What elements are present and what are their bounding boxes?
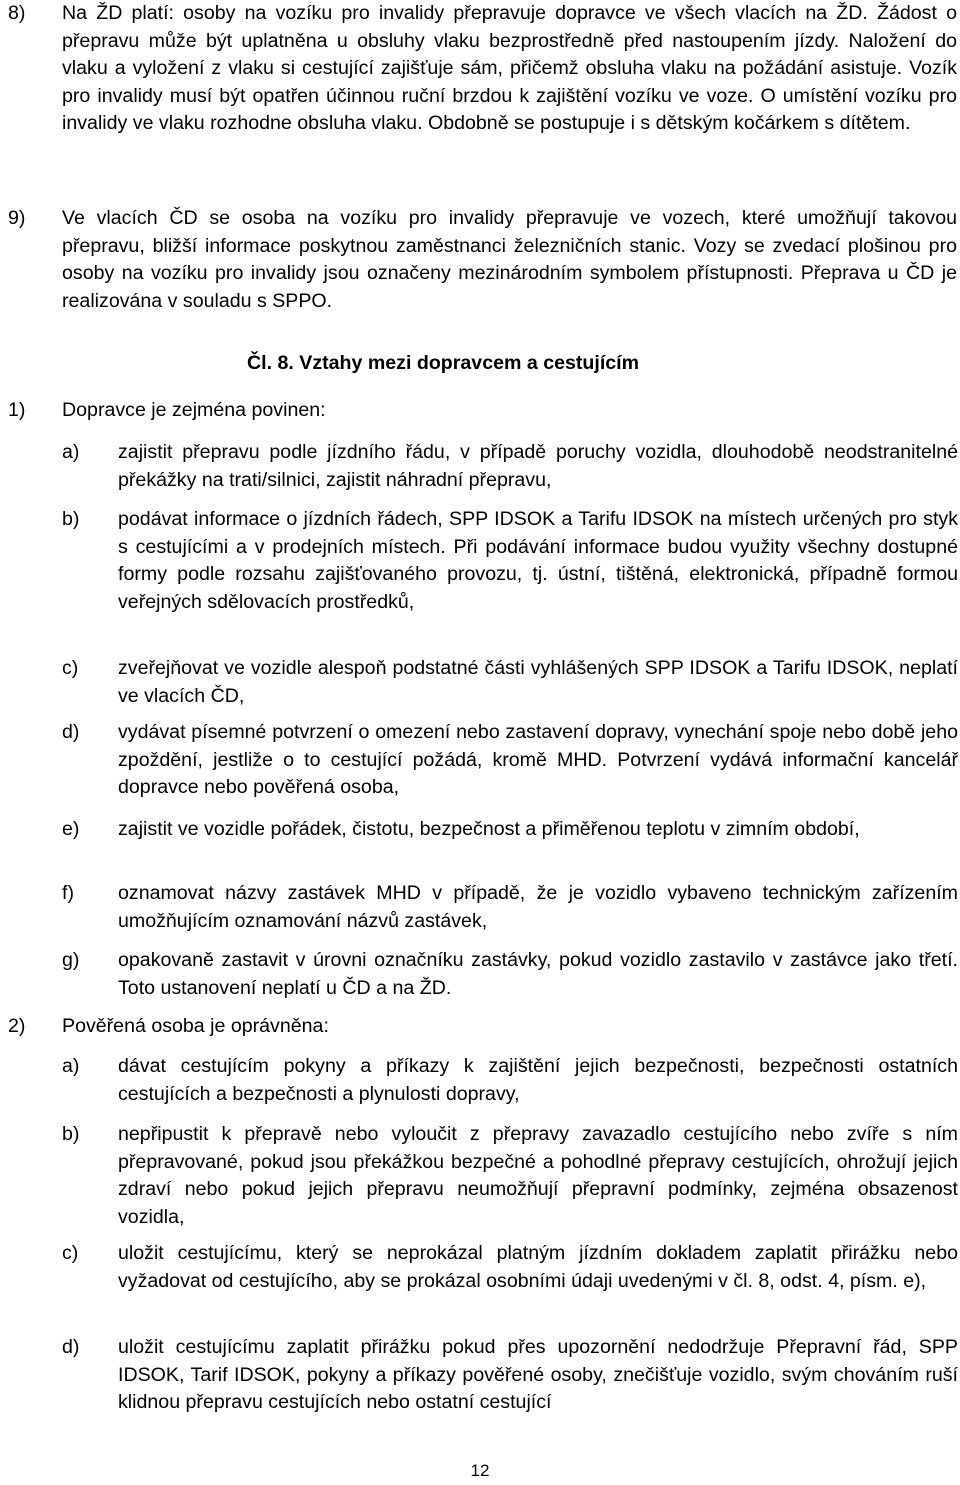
item-text: dávat cestujícím pokyny a příkazy k zajištění jejich bezpečnosti, bezpečnosti ostatních cestujících a bezpečnosti a plynulosti dopravy, xyxy=(118,1055,958,1105)
item-text: uložit cestujícímu, který se neprokázal platným jízdním dokladem zaplatit přirážku nebo vyžadovat od cestujícího, aby se prokázal osobními údaji uvedenými v čl. 8, odst. 4, písm. e), xyxy=(118,1242,958,1292)
item-text: uložit cestujícímu zaplatit přirážku pokud přes upozornění nedodržuje Přepravní řád, SPP IDSOK, Tarif IDSOK, pokyny a příkazy pověřené osoby, znečišťuje vozidlo, svým chováním ruší klidnou přepravu cestujících nebo ostatní cestující xyxy=(118,1336,958,1413)
item-letter: b) xyxy=(62,508,80,530)
page-number: 12 xyxy=(470,1461,490,1480)
item-text: nepřipustit k přepravě nebo vyloučit z přepravy zavazadlo cestujícího nebo zvíře s ním přepravované, pokud jsou překážkou bezpečné a pohodlné přepravy cestujících, ohrožují jejich zdraví nebo pokud jejich přepravu neumožňují přepravní podmínky, zejména obsazenost vozidla, xyxy=(118,1123,958,1228)
item-text: Ve vlacích ČD se osoba na vozíku pro invalidy přepravuje ve vozech, které umožňují takovou přepravu, bližší informace poskytnou zaměstnanci železničních stanic. Vozy se zvedací plošinou pro osoby na vozíku pro invalidy jsou označeny mezinárodním symbolem přístupnosti. Přeprava u ČD je realizována v souladu s SPPO. xyxy=(62,207,957,312)
item-letter: b) xyxy=(62,1123,80,1145)
item-letter: d) xyxy=(62,721,80,743)
item-text: oznamovat názvy zastávek MHD v případě, že je vozidlo vybaveno technickým zařízením umožňujícím oznamování názvů zastávek, xyxy=(118,882,958,932)
item-letter: f) xyxy=(62,882,74,904)
section-title: Pověřená osoba je oprávněna: xyxy=(62,1015,329,1037)
list-item-8 xyxy=(0,0,960,192)
item-text: Na ŽD platí: osoby na vozíku pro invalidy přepravuje dopravce ve všech vlacích na ŽD. Žádost o přepravu může být uplatněna u obsluhy vlaku bezprostředně před nastoupením jízdy. Naložení do vlaku a vyložení z vlaku si cestující zajišťuje sám, přičemž obsluha vlaku na požádání asistuje. Vozík pro invalidy musí být opatřen účinnou ruční brzdou k zajištění vozíku ve voze. O umístění vozíku pro invalidy ve vlaku rozhodne obsluha vlaku. Obdobně se postupuje i s dětským kočárkem s dítětem. xyxy=(62,2,957,134)
item-text: zveřejňovat ve vozidle alespoň podstatné části vyhlášených SPP IDSOK a Tarifu IDSOK, neplatí ve vlacích ČD, xyxy=(118,657,958,707)
article-heading: Čl. 8. Vztahy mezi dopravcem a cestujícím xyxy=(247,352,640,374)
item-letter: a) xyxy=(62,441,80,463)
item-letter: c) xyxy=(62,1242,79,1264)
section-number: 1) xyxy=(8,399,26,421)
section-title: Dopravce je zejména povinen: xyxy=(62,399,326,421)
item-text: vydávat písemné potvrzení o omezení nebo zastavení dopravy, vynechání spoje nebo době jeho zpoždění, jestliže o to cestující požádá, kromě MHD. Potvrzení vydává informační kancelář dopravce nebo pověřená osoba, xyxy=(118,721,958,798)
list-item-9 xyxy=(0,205,960,315)
item-letter: a) xyxy=(62,1055,80,1077)
item-text: opakovaně zastavit v úrovni označníku zastávky, pokud vozidlo zastavilo v zastávce jako třetí. Toto ustanovení neplatí u ČD a na ŽD. xyxy=(118,949,958,999)
item-number: 9) xyxy=(8,207,26,229)
item-letter: g) xyxy=(62,949,80,971)
item-letter: d) xyxy=(62,1336,80,1358)
item-text: zajistit ve vozidle pořádek, čistotu, bezpečnost a přiměřenou teplotu v zimním období, xyxy=(118,818,860,840)
item-number: 8) xyxy=(8,2,26,24)
item-text: zajistit přepravu podle jízdního řádu, v případě poruchy vozidla, dlouhodobě neodstranitelné překážky na trati/silnici, zajistit náhradní přepravu, xyxy=(118,441,958,491)
item-letter: e) xyxy=(62,818,80,840)
section-number: 2) xyxy=(8,1015,26,1037)
item-letter: c) xyxy=(62,657,79,679)
item-text: podávat informace o jízdních řádech, SPP IDSOK a Tarifu IDSOK na místech určených pro styk s cestujícími a v prodejních místech. Při podávání informace budou využity všechny dostupné formy podle rozsahu zajišťovaného provozu, tj. ústní, tištěná, elektronická, případně formou veřejných sdělovacích prostředků, xyxy=(118,508,958,613)
